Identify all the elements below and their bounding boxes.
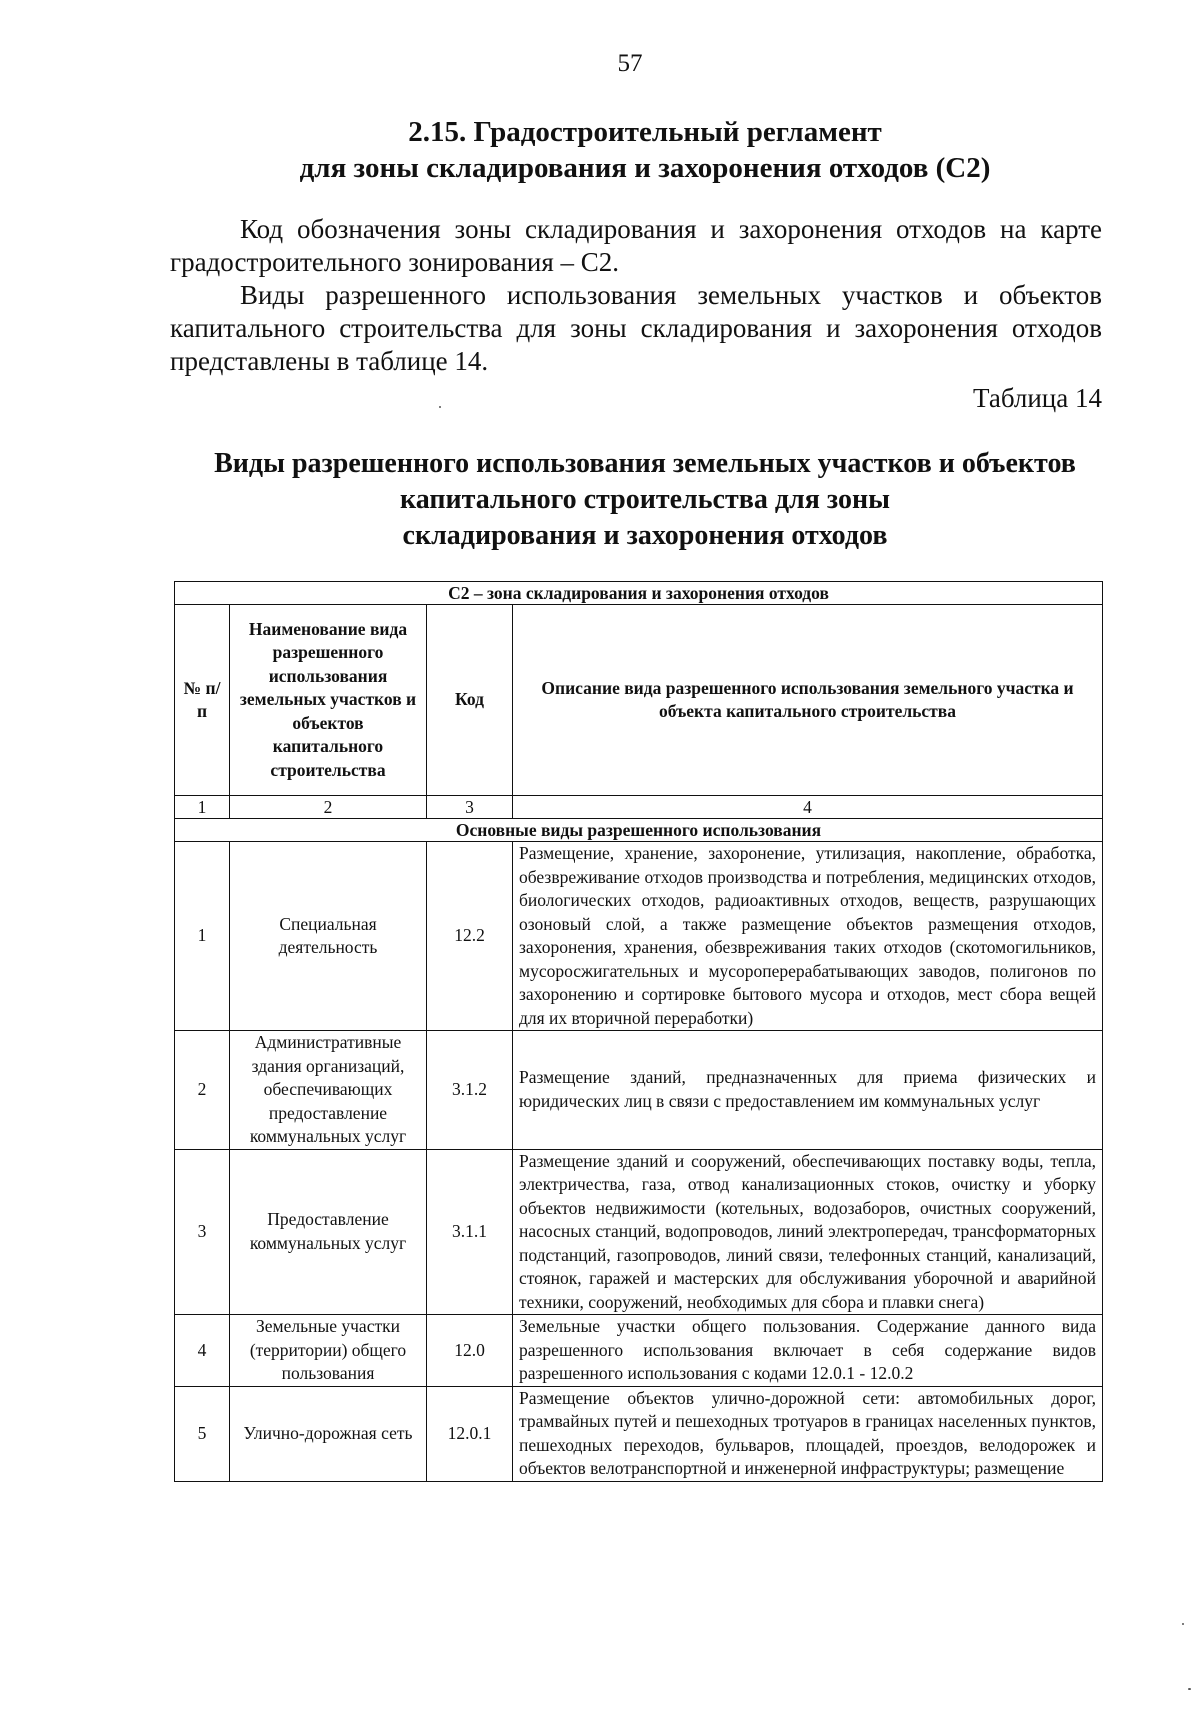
row-number: 3 <box>175 1149 230 1315</box>
column-header-code: Код <box>427 605 513 796</box>
zone-header-row <box>175 582 1103 605</box>
column-number: 3 <box>427 796 513 819</box>
row-number: 2 <box>175 1031 230 1150</box>
row-description: Размещение зданий и сооружений, обеспечивающих поставку воды, тепла, электричества, газа, отвод канализационных стоков, очистку и уборку объектов недвижимости (котельных, водозаборов, очистных сооружений, насосных станций, водопроводов, линий электропередач, трансформаторных подстанций, газопроводов, линий связи, телефонных станций, канализаций, стоянок, гаражей и мастерских для обслуживания уборочной и аварийной техники, сооружений, необходимых для сбора и плавки снега) <box>513 1149 1103 1315</box>
column-number: 2 <box>230 796 427 819</box>
scan-speck <box>1182 1623 1184 1625</box>
row-description: Размещение зданий, предназначенных для приема физических и юридических лиц в связи с предоставлением им коммунальных услуг <box>513 1031 1103 1150</box>
table-row <box>175 1149 1103 1315</box>
land-use-table <box>174 581 1103 1482</box>
intro-paragraph: Код обозначения зоны складирования и захоронения отходов на карте градостроительного зонирования – С2. <box>170 214 1102 277</box>
row-code: 12.0.1 <box>427 1386 513 1481</box>
row-code: 3.1.1 <box>427 1149 513 1315</box>
page-number: 57 <box>617 50 643 77</box>
table-row <box>175 842 1103 1031</box>
row-name: Специальная деятельность <box>230 842 427 1031</box>
row-code: 12.0 <box>427 1315 513 1387</box>
row-description: Размещение, хранение, захоронение, утилизация, накопление, обработка, обезвреживание отходов производства и потребления, медицинских отходов, биологических отходов, радиоактивных отходов, веществ, разрушающих озоновый слой, а также размещение объектов размещения отходов, захоронения, хранения, обезвреживания таких отходов (скотомогильников, мусоросжигательных и мусороперерабатывающих заводов, полигонов по захоронению и сортировке бытового мусора и отходов, мест сбора вещей для их вторичной переработки) <box>513 842 1103 1031</box>
table-title <box>170 446 1120 554</box>
table-title-line-1: Виды разрешенного использования земельных участков и объектов <box>214 448 1076 479</box>
row-number: 1 <box>175 842 230 1031</box>
row-name: Земельные участки (территории) общего пользования <box>230 1315 427 1387</box>
intro-text <box>170 213 1102 378</box>
table-title-line-3: складирования и захоронения отходов <box>402 520 888 551</box>
table-row <box>175 1315 1103 1387</box>
column-number-row <box>175 796 1103 819</box>
group-title: Основные виды разрешенного использования <box>175 819 1103 842</box>
section-title-line-1: 2.15. Градостроительный регламент <box>408 116 882 148</box>
column-header-num: № п/п <box>175 605 230 796</box>
row-number: 5 <box>175 1386 230 1481</box>
column-number: 4 <box>513 796 1103 819</box>
column-header-description: Описание вида разрешенного использования земельного участка и объекта капитального строительства <box>513 605 1103 796</box>
row-description: Размещение объектов улично-дорожной сети: автомобильных дорог, трамвайных путей и пешеходных тротуаров в границах населенных пунктов, пешеходных переходов, бульваров, площадей, проездов, велодорожек и объектов велотранспортной и инженерной инфраструктуры; размещение <box>513 1386 1103 1481</box>
scan-speck <box>1188 1688 1191 1690</box>
scan-speck <box>439 406 441 408</box>
intro-paragraph: Виды разрешенного использования земельных участков и объектов капитального строительства для зоны складирования и захоронения отходов представлены в таблице 14. <box>170 280 1102 376</box>
table-row <box>175 1386 1103 1481</box>
row-code: 12.2 <box>427 842 513 1031</box>
table-label: Таблица 14 <box>973 383 1102 413</box>
column-header-name: Наименование вида разрешенного использования земельных участков и объектов капитального строительства <box>230 605 427 796</box>
row-code: 3.1.2 <box>427 1031 513 1150</box>
table-row <box>175 1031 1103 1150</box>
row-description: Земельные участки общего пользования. Содержание данного вида разрешенного использования включает в себя содержание видов разрешенного использования с кодами 12.0.1 - 12.0.2 <box>513 1315 1103 1387</box>
row-number: 4 <box>175 1315 230 1387</box>
column-header-row <box>175 605 1103 796</box>
column-number: 1 <box>175 796 230 819</box>
group-title-row <box>175 819 1103 842</box>
table-title-line-2: капитального строительства для зоны <box>400 484 890 515</box>
row-name: Административные здания организаций, обеспечивающих предоставление коммунальных услуг <box>230 1031 427 1150</box>
zone-header: С2 – зона складирования и захоронения отходов <box>175 582 1103 605</box>
row-name: Улично-дорожная сеть <box>230 1386 427 1481</box>
row-name: Предоставление коммунальных услуг <box>230 1149 427 1315</box>
section-title-line-2: для зоны складирования и захоронения отходов (С2) <box>299 152 991 184</box>
section-title <box>170 114 1120 186</box>
